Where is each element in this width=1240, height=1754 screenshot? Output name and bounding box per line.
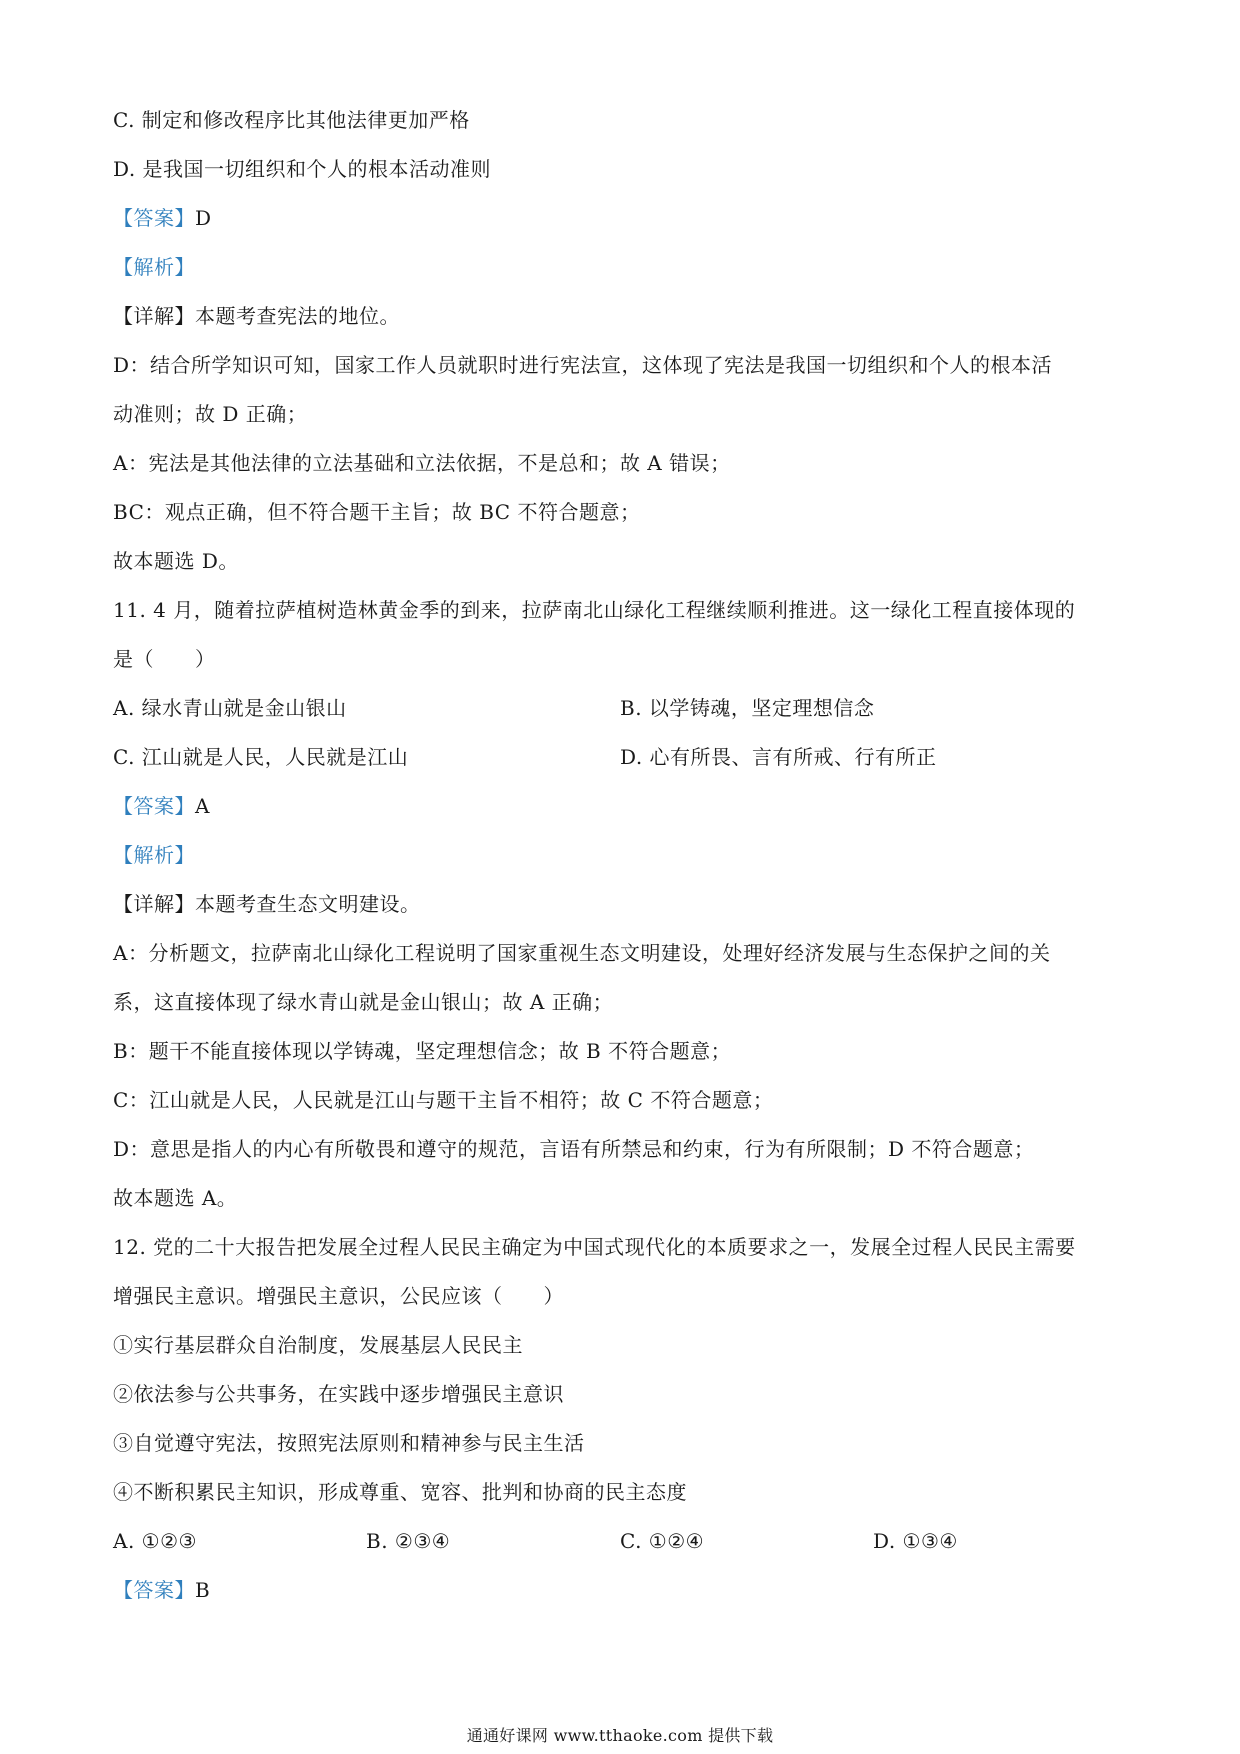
q12-options-row bbox=[113, 1517, 1133, 1566]
q11-option-c: C. 江山就是人民，人民就是江山 bbox=[113, 745, 409, 769]
q11-stem: 11. 4 月，随着拉萨植树造林黄金季的到来，拉萨南北山绿化工程继续顺利推进。这一绿化工程直接体现的 bbox=[113, 598, 1076, 622]
q11-options-row-1 bbox=[113, 684, 1133, 733]
q11-stem-cont: 是（ ） bbox=[113, 647, 216, 671]
explain-line: 故本题选 D。 bbox=[113, 549, 239, 573]
q10-analysis bbox=[113, 243, 1133, 292]
explain-line: B：题干不能直接体现以学铸魂，坚定理想信念；故 B 不符合题意； bbox=[113, 1039, 732, 1063]
detail-text: 本题考查宪法的地位。 bbox=[195, 304, 400, 328]
answer-value: A bbox=[195, 794, 210, 818]
q10-option-c: C. 制定和修改程序比其他法律更加严格 bbox=[113, 108, 470, 132]
answer-value: B bbox=[195, 1578, 211, 1602]
q12-answer bbox=[113, 1566, 1133, 1615]
explain-line: 动准则；故 D 正确； bbox=[113, 402, 308, 426]
detail-tag: 【详解】 bbox=[113, 304, 195, 328]
analysis-tag: 【解析】 bbox=[113, 255, 195, 279]
page-footer: 通通好课网 www.tthaoke.com 提供下载 bbox=[466, 1726, 774, 1745]
q12-option-c: C. ①②④ bbox=[620, 1529, 705, 1553]
q11-answer bbox=[113, 782, 1133, 831]
explain-line: C：江山就是人民，人民就是江山与题干主旨不相符；故 C 不符合题意； bbox=[113, 1088, 774, 1112]
q11-option-b: B. 以学铸魂，坚定理想信念 bbox=[620, 696, 875, 720]
q11-option-a: A. 绿水青山就是金山银山 bbox=[113, 696, 347, 720]
q12-item: ③自觉遵守宪法，按照宪法原则和精神参与民主生活 bbox=[113, 1431, 585, 1455]
q10-option-d: D. 是我国一切组织和个人的根本活动准则 bbox=[113, 157, 492, 181]
q11-options-row-2 bbox=[113, 733, 1133, 782]
q11-detail bbox=[113, 880, 1133, 929]
answer-tag: 【答案】 bbox=[113, 794, 195, 818]
explain-line: D：结合所学知识可知，国家工作人员就职时进行宪法宣，这体现了宪法是我国一切组织和个人的根本活 bbox=[113, 353, 1053, 377]
answer-tag: 【答案】 bbox=[113, 1578, 195, 1602]
explain-line: A：分析题文，拉萨南北山绿化工程说明了国家重视生态文明建设，处理好经济发展与生态保护之间的关 bbox=[113, 941, 1051, 965]
explain-line: 系，这直接体现了绿水青山就是金山银山；故 A 正确； bbox=[113, 990, 614, 1014]
answer-tag: 【答案】 bbox=[113, 206, 195, 230]
q10-answer bbox=[113, 194, 1133, 243]
analysis-tag: 【解析】 bbox=[113, 843, 195, 867]
answer-value: D bbox=[195, 206, 212, 230]
q11-analysis bbox=[113, 831, 1133, 880]
q12-option-b: B. ②③④ bbox=[366, 1529, 451, 1553]
explain-line: BC：观点正确，但不符合题干主旨；故 BC 不符合题意； bbox=[113, 500, 641, 524]
q12-option-a: A. ①②③ bbox=[113, 1529, 197, 1553]
q11-option-d: D. 心有所畏、言有所戒、行有所正 bbox=[620, 745, 937, 769]
explain-line: D：意思是指人的内心有所敬畏和遵守的规范，言语有所禁忌和约束，行为有所限制；D 不符合题意； bbox=[113, 1137, 1035, 1161]
q12-stem-cont: 增强民主意识。增强民主意识，公民应该（ ） bbox=[113, 1284, 564, 1308]
document-content bbox=[113, 96, 1133, 1615]
detail-tag: 【详解】 bbox=[113, 892, 195, 916]
q12-item: ④不断积累民主知识，形成尊重、宽容、批判和协商的民主态度 bbox=[113, 1480, 687, 1504]
q12-item: ②依法参与公共事务，在实践中逐步增强民主意识 bbox=[113, 1382, 564, 1406]
q12-stem: 12. 党的二十大报告把发展全过程人民民主确定为中国式现代化的本质要求之一，发展全过程人民民主需要 bbox=[113, 1235, 1076, 1259]
q10-detail bbox=[113, 292, 1133, 341]
explain-line: A：宪法是其他法律的立法基础和立法依据，不是总和；故 A 错误； bbox=[113, 451, 731, 475]
q12-item: ①实行基层群众自治制度，发展基层人民民主 bbox=[113, 1333, 523, 1357]
q12-option-d: D. ①③④ bbox=[873, 1529, 958, 1553]
explain-line: 故本题选 A。 bbox=[113, 1186, 238, 1210]
detail-text: 本题考查生态文明建设。 bbox=[195, 892, 421, 916]
